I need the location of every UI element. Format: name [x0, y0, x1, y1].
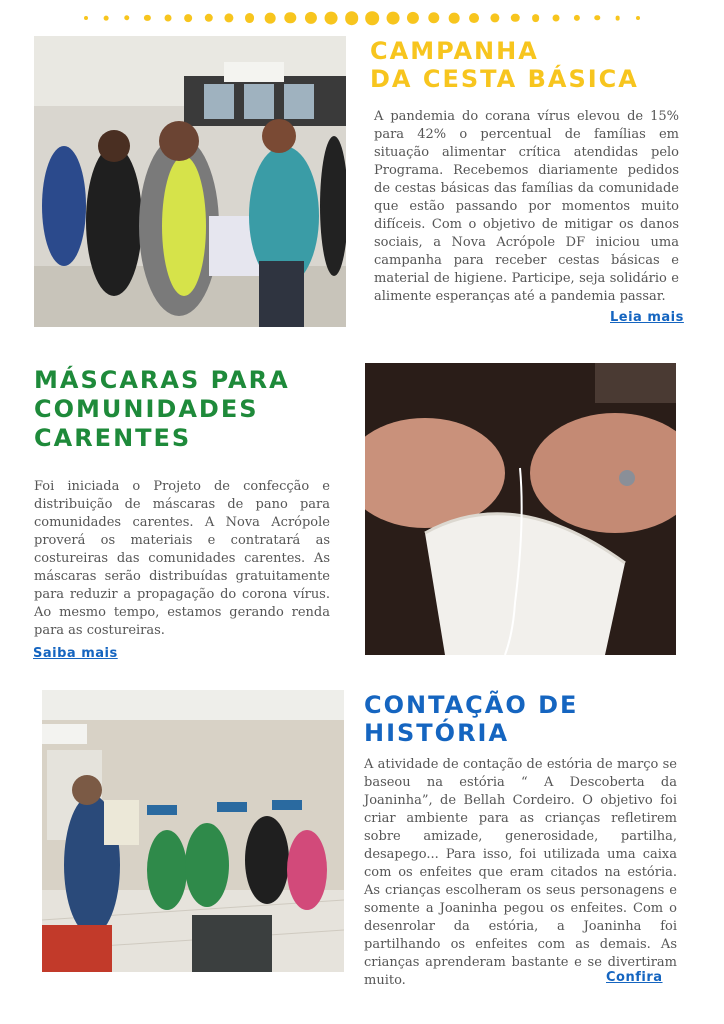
decorative-dot: [184, 14, 192, 22]
decorative-dot: [469, 13, 479, 23]
decorative-dot: [84, 16, 88, 20]
decorative-dot: [345, 11, 359, 25]
decorative-dot: [204, 14, 212, 22]
decorative-dot: [636, 16, 640, 20]
decorative-dot: [511, 14, 519, 22]
decorative-dot: [305, 12, 317, 24]
section-title-contacao: [364, 692, 578, 747]
decorative-dot: [104, 16, 109, 21]
decorative-dot: [449, 13, 460, 24]
decorative-dot-divider: [86, 10, 638, 26]
decorative-dot: [225, 13, 234, 22]
decorative-dot: [386, 12, 399, 25]
title-line: DA CESTA BÁSICA: [370, 64, 639, 93]
title-line: CARENTES: [34, 423, 192, 452]
decorative-dot: [490, 13, 499, 22]
title-line: CONTAÇÃO DE: [364, 691, 579, 719]
decorative-dot: [164, 15, 171, 22]
section-body-mascaras: Foi iniciada o Projeto de confecção e distribuição de máscaras de pano para comunidades carentes. A Nova Acrópole proverá os materiais e contratará as costureiras das comunidades carentes. As máscaras serão distribuídas gratuitamente para reduzir a propagação do corona vírus. Ao mesmo tempo, estamos gerando renda para as costureiras.: [34, 479, 330, 638]
section-title-cesta-basica: [370, 38, 639, 93]
decorative-dot: [532, 14, 540, 22]
decorative-dot: [245, 13, 255, 23]
decorative-dot: [407, 12, 419, 24]
storytelling-classroom-photo: [42, 690, 344, 972]
decorative-dot: [265, 13, 276, 24]
decorative-dot: [574, 15, 580, 21]
decorative-dot: [285, 12, 296, 23]
people-receiving-food-basket-photo: [34, 36, 346, 327]
section-title-mascaras: [34, 366, 290, 452]
title-line: CAMPANHA: [370, 37, 539, 65]
decorative-dot: [553, 15, 560, 22]
hands-sewing-mask-photo: [365, 363, 676, 655]
title-line: COMUNIDADES: [34, 394, 259, 423]
decorative-dot: [124, 15, 129, 20]
decorative-dot: [594, 15, 599, 20]
confira-link[interactable]: Confira: [606, 970, 663, 985]
leia-mais-link[interactable]: Leia mais: [610, 310, 684, 325]
decorative-dot: [365, 11, 379, 25]
section-body-contacao: A atividade de contação de estória de março se baseou na estória “ A Descoberta da Joaninha”, de Bellah Cordeiro. O objetivo foi criar ambiente para as crianças refletirem sobre amizade, generosidade, partilha, desapego... Para isso, foi utilizada uma caixa com os enfeites que eram citados na estória. As crianças escolheram os seus personagens e somente a Joaninha pegou os enfeites. Com o desenrolar da estória, a Joaninha foi partilhando os enfeites com as demais. As crianças aprenderam bastante e se divertiram muito.: [364, 757, 677, 988]
decorative-dot: [615, 16, 620, 21]
decorative-dot: [428, 12, 439, 23]
decorative-dot: [325, 12, 338, 25]
title-line: HISTÓRIA: [364, 718, 510, 747]
title-line: MÁSCARAS PARA: [34, 366, 290, 394]
decorative-dot: [144, 15, 150, 21]
section-body-cesta-basica: A pandemia do corana vírus elevou de 15% para 42% o percentual de famílias em situação alimentar crítica atendidas pelo Programa. Recebemos diariamente pedidos de cestas básicas das famílias da comunidade que estão passando por momentos muito difíceis. Com o objetivo de mitigar os danos sociais, a Nova Acrópole DF iniciou uma campanha para receber cestas básicas e material de higiene. Participe, seja solidário e alimente esperanças até a pandemia passar.: [374, 109, 679, 304]
saiba-mais-link[interactable]: Saiba mais: [33, 646, 118, 661]
